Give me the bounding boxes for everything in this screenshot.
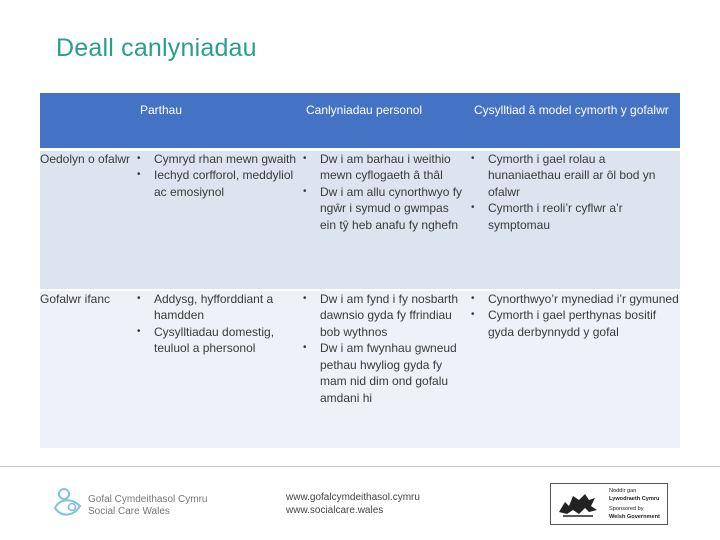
list-item: • Cymorth i gael perthynas bositif gyda derbynnydd y gofal [471,308,657,339]
table-row [40,290,680,448]
footer-urls [286,491,420,517]
bullet-icon: • [137,169,141,180]
bullet-icon: • [137,152,141,164]
list-item: • Iechyd corfforol, meddyliol ac emosiynol [137,168,294,199]
bullet-icon: • [471,202,475,213]
personol-cell [300,149,468,290]
welsh-dragon-icon [555,488,601,520]
bullet-icon: • [471,309,475,320]
list-item: • Cymorth i reoli’r cyflwr a’r symptomau [471,201,623,232]
parthau-cell [134,149,300,290]
cysylltiad-cell [468,290,680,448]
url-english[interactable]: www.socialcare.wales [286,505,384,516]
list-item: • Addysg, hyfforddiant a hamdden [137,291,274,322]
footer-divider [0,466,720,467]
bullet-icon: • [137,325,141,337]
outcomes-table [40,93,680,448]
welsh-government-logo [550,483,668,525]
row-label: Gofalwr ifanc [40,290,134,448]
row-label: Oedolyn o ofalwr [40,149,134,290]
header-canlyniadau: Canlyniadau personol [300,93,468,149]
sponsor-line-3: Sponsored by [609,506,644,512]
list-item: • Dw i am allu cynorthwyo fy ngŵr i symud o gwmpas ein tŷ heb anafu fy nghefn [303,184,463,232]
bullet-icon: • [303,152,307,164]
bullet-icon: • [471,292,475,304]
cysylltiad-cell [468,149,680,290]
list-item: • Cymorth i gael rolau a hunaniaethau eraill ar ôl bod yn ofalwr [471,151,656,199]
logo-text-english: Social Care Wales [88,506,170,517]
page-title: Deall canlyniadau [56,34,257,62]
sponsor-line-2: Lywodraeth Cymru [609,496,660,502]
list-item: • Dw i am fwynhau gwneud pethau hwyliog gyda fy mam nid dim ond gofalu amdani hi [303,341,457,405]
sponsor-line-1: Noddir gan [609,488,637,494]
bullet-icon: • [137,292,141,304]
list-item: • Cynorthwyo’r mynediad i’r gymuned [471,291,679,306]
list-item: • Dw i am fynd i fy nosbarth dawnsio gyda fy ffrindiau bob wythnos [303,291,459,339]
header-blank [40,93,134,149]
personol-cell [300,290,468,448]
bullet-icon: • [303,185,307,197]
parthau-cell [134,290,300,448]
social-care-wales-logo [52,486,212,522]
list-item: • Cymryd rhan mewn gwaith [137,151,297,166]
table-row [40,149,680,290]
bullet-icon: • [303,342,307,353]
list-item: • Dw i am barhau i weithio mewn cyflogaeth â thâl [303,151,451,182]
social-care-wales-mark-icon [52,486,84,522]
bullet-icon: • [303,292,307,304]
logo-text-welsh: Gofal Cymdeithasol Cymru [88,494,208,505]
url-welsh[interactable]: www.gofalcymdeithasol.cymru [286,492,420,503]
header-parthau: Parthau [134,93,300,149]
header-cysylltiad: Cysylltiad â model cymorth y gofalwr [468,93,680,149]
list-item: • Cysylltiadau domestig, teuluol a phersonol [137,324,275,355]
table-header-row [40,93,680,149]
bullet-icon: • [471,152,475,164]
sponsor-line-4: Welsh Government [609,514,660,520]
